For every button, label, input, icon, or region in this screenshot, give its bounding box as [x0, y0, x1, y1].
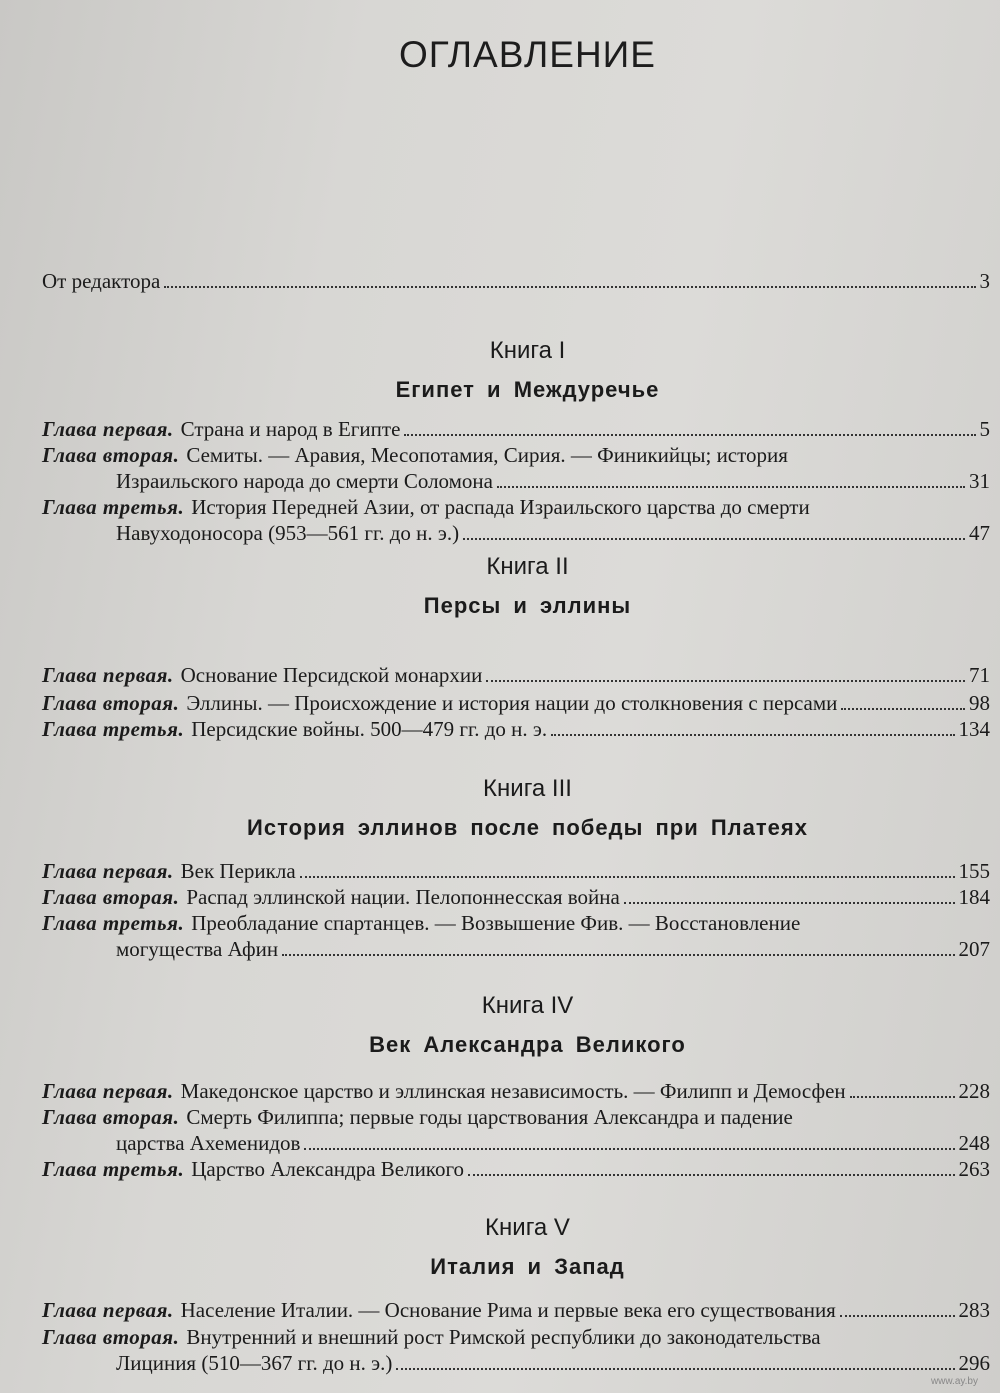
book-name: Египет и Междуречье [395, 377, 660, 402]
dot-leader [840, 1315, 955, 1317]
dot-leader [497, 486, 965, 488]
chapter-label: Глава вторая. [42, 1105, 180, 1129]
dot-leader [404, 434, 975, 436]
chapter-text: Семиты. — Аравия, Месопотамия, Сирия. — Финикийцы; история [186, 443, 788, 467]
book-heading-2 [0, 553, 1000, 619]
watermark-text: www.ay.by [930, 1376, 978, 1387]
dot-leader [624, 902, 955, 904]
toc-entry[interactable] [42, 416, 990, 442]
toc-entry[interactable] [42, 1156, 990, 1182]
book-name: Век Александра Великого [369, 1032, 686, 1057]
dot-leader [486, 680, 965, 682]
book-heading-4 [0, 992, 1000, 1058]
chapter-page: 296 [958, 1351, 990, 1375]
book-name: Персы и эллины [423, 593, 632, 618]
chapter-text: Персидские войны. 500—479 гг. до н. э. [191, 717, 548, 741]
dot-leader [164, 286, 975, 288]
chapter-label: Глава первая. [42, 663, 174, 687]
toc-entry[interactable] [42, 1297, 990, 1323]
chapter-label: Глава вторая. [42, 691, 180, 715]
toc-entry[interactable] [42, 690, 990, 716]
dot-leader [463, 538, 965, 540]
toc-entry[interactable] [42, 716, 990, 742]
chapter-text: Царство Александра Великого [191, 1157, 465, 1181]
book-name: Италия и Запад [430, 1254, 625, 1279]
chapter-label: Глава первая. [42, 1298, 174, 1322]
chapter-text: Македонское царство и эллинская независимость. — Филипп и Демосфен [180, 1079, 846, 1103]
chapter-label: Глава первая. [42, 859, 174, 883]
chapter-text: Внутренний и внешний рост Римской республики до законодательства [186, 1325, 821, 1349]
chapter-label: Глава вторая. [42, 885, 180, 909]
chapter-page: 263 [958, 1157, 990, 1181]
book-number: Книга IV [481, 992, 574, 1019]
chapter-text: История Передней Азии, от распада Израильского царства до смерти [191, 495, 810, 519]
entry-text: От редактора [42, 269, 161, 293]
dot-leader [850, 1096, 955, 1098]
book-name: История эллинов после победы при Платеях [247, 815, 808, 840]
chapter-page: 71 [969, 663, 990, 687]
chapter-label: Глава вторая. [42, 443, 180, 467]
dot-leader [282, 954, 954, 956]
toc-entry[interactable] [42, 884, 990, 910]
chapter-label: Глава третья. [42, 495, 185, 519]
chapter-label: Глава третья. [42, 717, 185, 741]
book-heading-3 [0, 775, 1000, 841]
chapter-text: Население Италии. — Основание Рима и первые века его существования [180, 1298, 836, 1322]
chapter-page: 5 [979, 417, 990, 441]
toc-entry[interactable] [42, 1324, 990, 1376]
toc-entry[interactable] [42, 442, 990, 494]
chapter-page: 207 [958, 937, 990, 961]
chapter-text: Преобладание спартанцев. — Возвышение Фив. — Восстановление [191, 911, 801, 935]
chapter-page: 98 [969, 691, 990, 715]
toc-entry[interactable] [42, 858, 990, 884]
chapter-text: Израильского народа до смерти Соломона [116, 469, 493, 493]
chapter-page: 47 [969, 521, 990, 545]
chapter-page: 155 [958, 859, 990, 883]
chapter-page: 228 [958, 1079, 990, 1103]
book-heading-1 [0, 337, 1000, 403]
chapter-text: Навуходоносора (953—561 гг. до н. э.) [116, 521, 460, 545]
dot-leader [304, 1148, 954, 1150]
chapter-text: Распад эллинской нации. Пелопоннесская война [186, 885, 620, 909]
entry-page: 3 [979, 269, 990, 293]
chapter-page: 248 [958, 1131, 990, 1155]
chapter-label: Глава третья. [42, 911, 185, 935]
chapter-label: Глава первая. [42, 1079, 174, 1103]
chapter-page: 184 [958, 885, 990, 909]
chapter-label: Глава первая. [42, 417, 174, 441]
chapter-text: могущества Афин [116, 937, 279, 961]
chapter-label: Глава вторая. [42, 1325, 180, 1349]
dot-leader [551, 734, 954, 736]
book-number: Книга II [486, 553, 569, 580]
chapter-text: Эллины. — Происхождение и история нации до столкновения с персами [186, 691, 838, 715]
dot-leader [468, 1174, 954, 1176]
book-number: Книга V [485, 1214, 570, 1241]
toc-entry[interactable] [42, 494, 990, 546]
toc-entry-editor[interactable] [42, 268, 990, 294]
chapter-text: Страна и народ в Египте [180, 417, 401, 441]
chapter-text: царства Ахеменидов [116, 1131, 301, 1155]
dot-leader [396, 1368, 954, 1370]
book-heading-5 [0, 1214, 1000, 1280]
toc-entry[interactable] [42, 662, 990, 688]
chapter-text: Основание Персидской монархии [180, 663, 483, 687]
chapter-page: 283 [958, 1298, 990, 1322]
chapter-text: Лициния (510—367 гг. до н. э.) [116, 1351, 393, 1375]
toc-entry[interactable] [42, 1078, 990, 1104]
book-number: Книга III [483, 775, 572, 802]
chapter-text: Смерть Филиппа; первые годы царствования Александра и падение [186, 1105, 793, 1129]
book-number: Книга I [489, 337, 566, 364]
toc-entry[interactable] [42, 1104, 990, 1156]
chapter-text: Век Перикла [180, 859, 296, 883]
chapter-page: 134 [958, 717, 990, 741]
chapter-label: Глава третья. [42, 1157, 185, 1181]
dot-leader [300, 876, 955, 878]
toc-entry[interactable] [42, 910, 990, 962]
page-title: ОГЛАВЛЕНИЕ [399, 34, 656, 75]
chapter-page: 31 [969, 469, 990, 493]
dot-leader [841, 708, 965, 710]
